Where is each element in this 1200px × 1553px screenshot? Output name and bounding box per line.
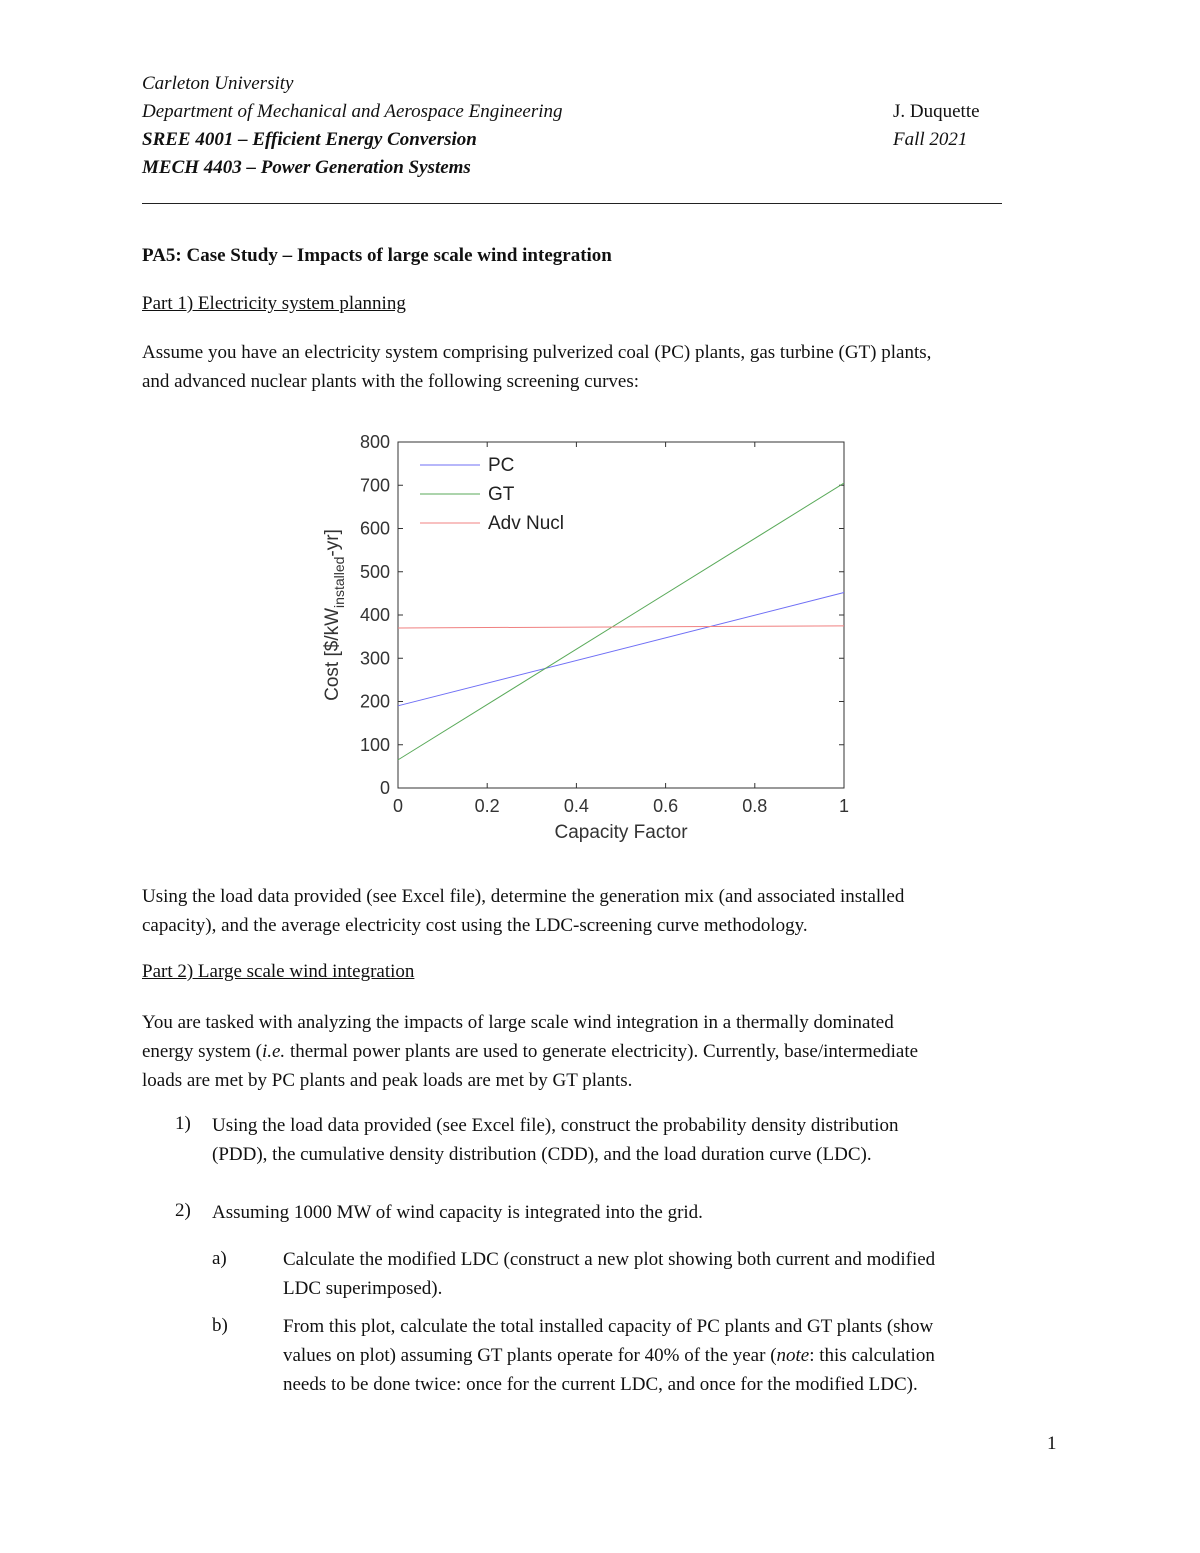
x-tick-label: 0.2 [474, 796, 500, 816]
part2-intro-line3: loads are met by PC plants and peak loads are met by GT plants. [142, 1070, 633, 1091]
y-tick-label: 600 [359, 518, 390, 539]
y-axis-label [322, 529, 347, 701]
chart-legend [420, 455, 564, 534]
page-number: 1 [1047, 1433, 1057, 1454]
item1-text [212, 1111, 1062, 1169]
part1-intro [142, 338, 1062, 396]
instructor-name: J. Duquette [893, 101, 980, 122]
screening-curve-svg [300, 425, 870, 855]
part1-intro-line2: and advanced nuclear plants with the following screening curves: [142, 371, 639, 392]
y-axis-label-end: -yr] [322, 529, 343, 557]
y-tick-label: 400 [359, 605, 390, 625]
course-mech: MECH 4403 – Power Generation Systems [142, 157, 471, 178]
part2-heading: Part 2) Large scale wind integration [142, 961, 415, 982]
item1-line2: (PDD), the cumulative density distribution (CDD), and the load duration curve (LDC). [212, 1144, 872, 1165]
y-tick-label: 500 [359, 561, 390, 582]
part1-intro-line1: Assume you have an electricity system comprising pulverized coal (PC) plants, gas turbine (GT) plants, [142, 342, 932, 363]
part1-task [142, 882, 1062, 940]
course-sree: SREE 4001 – Efficient Energy Conversion [142, 129, 477, 150]
x-tick-label: 0.8 [742, 796, 768, 816]
x-tick-label: 1 [838, 796, 850, 816]
series-lines [398, 483, 844, 760]
y-axis-label-sub: installed [331, 556, 347, 608]
subitem-b-text [283, 1312, 1063, 1399]
y-tick-label: 700 [359, 475, 390, 496]
department-name: Department of Mechanical and Aerospace Engineering [142, 101, 563, 122]
legend-label: PC [488, 455, 515, 476]
series-line-gt [398, 483, 844, 760]
x-tick-label: 0.4 [563, 796, 589, 816]
header-divider [142, 203, 1002, 204]
part2-intro-line1: You are tasked with analyzing the impacts of large scale wind integration in a thermally dominated [142, 1012, 894, 1033]
subitem-b-number: b) [212, 1315, 228, 1336]
legend-label: GT [488, 484, 515, 505]
part2-intro-line2 [142, 1037, 1062, 1066]
part1-task-line2: capacity), and the average electricity cost using the LDC-screening curve methodology. [142, 915, 808, 936]
part2-intro [142, 1008, 1062, 1095]
subitem-b-line1: From this plot, calculate the total installed capacity of PC plants and GT plants (show [283, 1316, 934, 1337]
series-line-pc [398, 593, 844, 706]
y-tick-label: 0 [379, 778, 390, 798]
part1-heading: Part 1) Electricity system planning [142, 293, 406, 314]
y-axis-label-main: Cost [$/kW [322, 607, 343, 701]
subitem-b-line3: needs to be done twice: once for the current LDC, and once for the modified LDC). [283, 1374, 918, 1395]
part1-task-line1: Using the load data provided (see Excel file), determine the generation mix (and associated installed [142, 886, 905, 907]
series-line-adv-nucl [398, 626, 844, 628]
y-tick-label: 200 [359, 691, 390, 712]
item1-number: 1) [175, 1113, 191, 1134]
subitem-a-line1: Calculate the modified LDC (construct a new plot showing both current and modified [283, 1249, 936, 1270]
subitem-a-line2: LDC superimposed). [283, 1278, 443, 1299]
subitem-a-number: a) [212, 1248, 227, 1269]
x-axis-label: Capacity Factor [554, 822, 688, 843]
university-name: Carleton University [142, 73, 294, 94]
subitem-b-line2-pre: values on plot) assuming GT plants operate for 40% of the year ( [283, 1345, 777, 1366]
subitem-a-text [283, 1245, 1063, 1303]
term: Fall 2021 [893, 129, 968, 150]
part2-intro-line2-pre: energy system ( [142, 1041, 262, 1062]
part2-intro-line2-post: thermal power plants are used to generate electricity). Currently, base/intermediate [285, 1041, 919, 1062]
item2-line1: Assuming 1000 MW of wind capacity is integrated into the grid. [212, 1202, 703, 1223]
x-tick-label: 0 [392, 796, 404, 816]
y-tick-label: 800 [359, 432, 390, 452]
screening-curve-chart [300, 425, 870, 855]
ie-abbrev: i.e. [261, 1041, 286, 1062]
item2-text [212, 1198, 1062, 1227]
subitem-b-line2 [283, 1341, 1063, 1370]
y-tick-label: 100 [359, 734, 390, 755]
note-word: note [776, 1345, 810, 1366]
axis-ticks [360, 432, 849, 816]
item2-number: 2) [175, 1200, 191, 1221]
assignment-title: PA5: Case Study – Impacts of large scale wind integration [142, 245, 612, 266]
y-tick-label: 300 [359, 648, 390, 669]
legend-label: Adv Nucl [488, 513, 565, 534]
item1-line1: Using the load data provided (see Excel file), construct the probability density distribution [212, 1115, 899, 1136]
x-tick-label: 0.6 [653, 796, 679, 816]
subitem-b-line2-post: : this calculation [809, 1345, 935, 1366]
